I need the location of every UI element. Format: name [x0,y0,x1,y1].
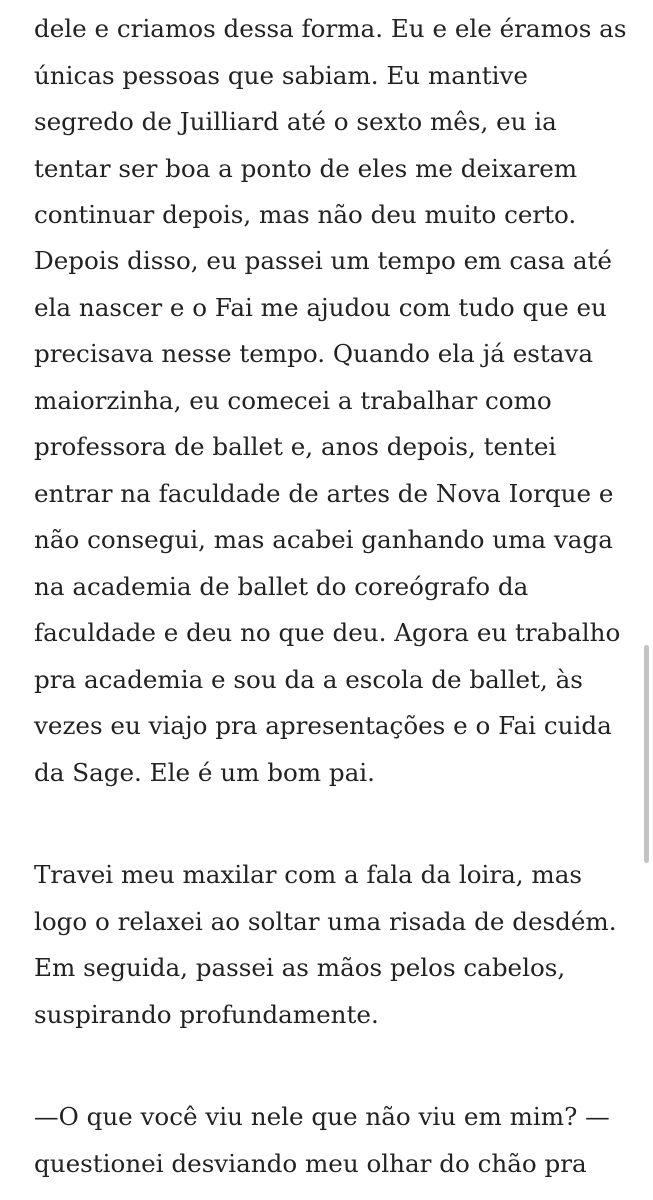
text-line: vezes eu viajo pra apresentações e o Fai cuida [34,711,612,740]
text-line: questionei desviando meu olhar do chão pra [34,1149,587,1178]
scrollbar-thumb[interactable] [644,645,649,863]
text-line: precisava nesse tempo. Quando ela já estava [34,339,594,368]
text-line: ela nascer e o Fai me ajudou com tudo que eu [34,293,607,322]
text-line: faculdade e deu no que deu. Agora eu trabalho [34,618,621,647]
text-line: Depois disso, eu passei um tempo em casa até [34,246,612,275]
text-line: maiorzinha, eu comecei a trabalhar como [34,386,552,415]
text-line: tentar ser boa a ponto de eles me deixarem [34,154,578,183]
text-line: da Sage. Ele é um bom pai. [34,758,375,787]
text-line: dele e criamos dessa forma. Eu e ele éramos as [34,14,627,43]
text-line: únicas pessoas que sabiam. Eu mantive [34,61,528,90]
text-line: segredo de Juilliard até o sexto mês, eu ia [34,107,557,136]
text-line: não consegui, mas acabei ganhando uma vaga [34,525,613,554]
text-line: Travei meu maxilar com a fala da loira, mas [34,860,583,889]
text-line: na academia de ballet do coreógrafo da [34,572,529,601]
text-line: Em seguida, passei as mãos pelos cabelos, [34,953,566,982]
text-line: professora de ballet e, anos depois, tentei [34,432,557,461]
text-line: entrar na faculdade de artes de Nova Iorque e [34,479,614,508]
text-line: logo o relaxei ao soltar uma risada de desdém. [34,907,617,936]
text-line: pra academia e sou da a escola de ballet, às [34,665,583,694]
text-line: —O que você viu nele que não viu em mim? — [34,1102,610,1131]
text-line: continuar depois, mas não deu muito certo. [34,200,577,229]
text-line: suspirando profundamente. [34,1000,379,1029]
